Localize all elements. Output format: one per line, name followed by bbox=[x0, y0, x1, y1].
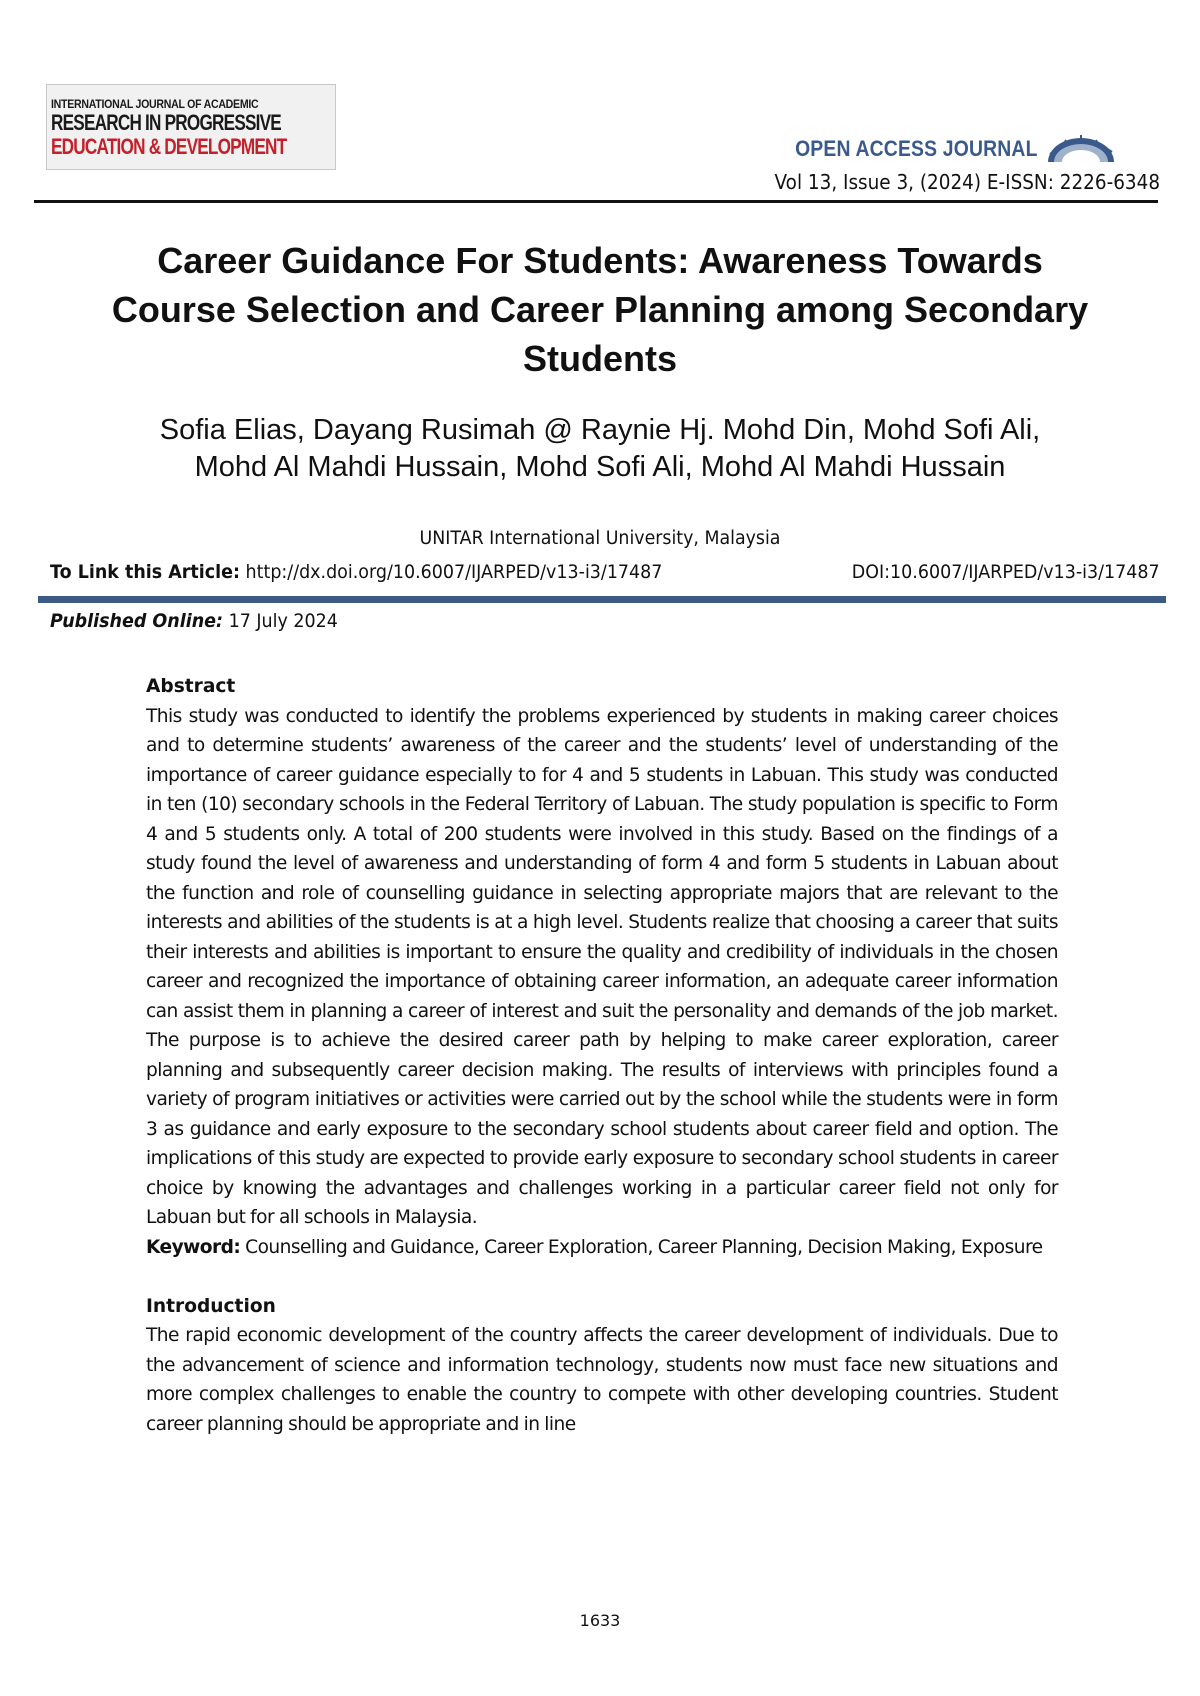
abstract-text: This study was conducted to identify the problems experienced by students in making career choices and to determine students’ awareness of the career and the students’ level of understanding of the importance of career guidance especially to for 4 and 5 students in Labuan. This study was conducted in ten (10) secondary schools in the Federal Territory of Labuan. The study population is specific to Form 4 and 5 students only. A total of 200 students were involved in this study. Based on the findings of a study found the level of awareness and understanding of form 4 and form 5 students in Labuan about the function and role of counselling guidance in selecting appropriate majors that are relevant to the interests and abilities of the students is at a high level. Students realize that choosing a career that suits their interests and abilities is important to ensure the quality and credibility of individuals in the chosen career and recognized the importance of obtaining career information, an adequate career information can assist them in planning a career of interest and suit the personality and demands of the job market. The purpose is to achieve the desired career path by helping to make career exploration, career planning and subsequently career decision making. The results of interviews with principles found a variety of program initiatives or activities were carried out by the school while the students were in form 3 as guidance and early exposure to the secondary school students about career field and option. The implications of this study are expected to provide early exposure to secondary school students in career choice by knowing the advantages and challenges working in a particular career field not only for Labuan but for all schools in Malaysia. bbox=[146, 705, 1058, 1228]
blue-divider bbox=[38, 596, 1166, 603]
published-date: 17 July 2024 bbox=[228, 610, 338, 632]
journal-logo-line1: INTERNATIONAL JOURNAL OF ACADEMIC bbox=[51, 99, 259, 111]
journal-logo-text bbox=[47, 85, 357, 169]
journal-logo bbox=[46, 84, 336, 170]
article-title: Career Guidance For Students: Awareness Towards Course Selection and Career Planning among Secondary Students bbox=[111, 240, 1089, 379]
article-link-label: To Link this Article: bbox=[50, 561, 240, 583]
article-link-url[interactable]: http://dx.doi.org/10.6007/IJARPED/v13-i3/17487 bbox=[245, 561, 663, 583]
page-number: 1633 bbox=[579, 1611, 621, 1630]
published-label: Published Online: bbox=[50, 610, 224, 632]
open-access-arc-icon bbox=[1044, 134, 1118, 164]
header-divider bbox=[34, 200, 1158, 203]
published-online bbox=[50, 610, 338, 632]
article-body bbox=[146, 672, 1058, 1439]
article-doi[interactable]: DOI:10.6007/IJARPED/v13-i3/17487 bbox=[852, 561, 1160, 583]
article-link bbox=[50, 561, 662, 583]
keyword-list: Counselling and Guidance, Career Exploration, Career Planning, Decision Making, Exposure bbox=[245, 1236, 1043, 1258]
keywords bbox=[146, 1233, 1058, 1263]
volume-info: Vol 13, Issue 3, (2024) E-ISSN: 2226-6348 bbox=[774, 170, 1160, 194]
abstract-heading: Abstract bbox=[146, 676, 236, 697]
article-link-row bbox=[50, 561, 1160, 583]
open-access-label: OPEN ACCESS JOURNAL bbox=[795, 136, 1038, 161]
journal-logo-line3: EDUCATION & DEVELOPMENT bbox=[51, 134, 287, 159]
introduction-heading: Introduction bbox=[146, 1295, 276, 1317]
introduction-text: The rapid economic development of the country affects the career development of individuals. Due to the advancement of science and information technology, students now must face new situations and more complex challenges to enable the country to compete with other developing countries. Student career planning should be appropriate and in line bbox=[146, 1325, 1058, 1435]
open-access-badge bbox=[762, 134, 1118, 164]
journal-logo-line2: RESEARCH IN PROGRESSIVE bbox=[51, 110, 281, 135]
article-authors: Sofia Elias, Dayang Rusimah @ Raynie Hj. Mohd Din, Mohd Sofi Ali, Mohd Al Mahdi Hussain, Mohd Sofi Ali, Mohd Al Mahdi Hussain bbox=[159, 414, 1041, 483]
article-affiliation: UNITAR International University, Malaysia bbox=[419, 528, 781, 549]
keyword-label: Keyword: bbox=[146, 1236, 241, 1258]
